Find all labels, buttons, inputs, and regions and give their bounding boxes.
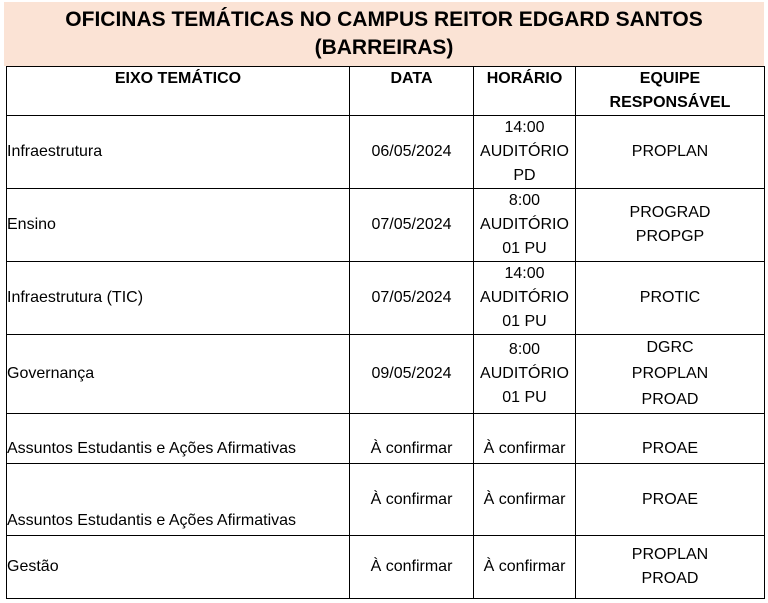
table-row — [7, 116, 765, 189]
cell-horario — [474, 262, 576, 335]
cell-horario — [474, 116, 576, 189]
cell-eixo: Assuntos Estudantis e Ações Afirmativas — [7, 414, 350, 464]
cell-eixo: Ensino — [7, 189, 350, 262]
cell-data: 07/05/2024 — [350, 262, 474, 335]
cell-eixo: Infraestrutura (TIC) — [7, 262, 350, 335]
horario-time: À confirmar — [483, 558, 566, 575]
horario-time: 8:00 — [508, 192, 541, 209]
horario-room: 01 PU — [502, 240, 547, 257]
cell-horario — [474, 335, 576, 414]
table-row — [7, 536, 765, 599]
cell-data: 07/05/2024 — [350, 189, 474, 262]
horario-place: AUDITÓRIO — [480, 365, 569, 382]
equipe-line: PROTIC — [639, 289, 701, 306]
equipe-line: PROPLAN — [631, 143, 709, 160]
cell-eixo: Gestão — [7, 536, 350, 599]
cell-equipe — [576, 414, 765, 464]
header-row — [7, 67, 765, 116]
header-equipe-line-2: RESPONSÁVEL — [609, 94, 731, 111]
table-row — [7, 189, 765, 262]
table-row — [7, 262, 765, 335]
schedule-table — [6, 66, 765, 599]
horario-time: À confirmar — [483, 490, 566, 508]
equipe-line: PROAE — [641, 440, 698, 457]
cell-eixo: Governança — [7, 335, 350, 414]
horario-time: 14:00 — [504, 265, 545, 282]
horario-time: 14:00 — [504, 119, 545, 136]
header-equipe-line-1: EQUIPE — [639, 70, 701, 87]
horario-room: PD — [513, 167, 536, 184]
header-equipe — [576, 67, 765, 116]
horario-place: AUDITÓRIO — [480, 143, 569, 160]
equipe-line: DGRC — [646, 339, 694, 356]
horario-time: À confirmar — [483, 440, 566, 457]
cell-equipe — [576, 536, 765, 599]
header-eixo: EIXO TEMÁTICO — [7, 67, 350, 116]
cell-equipe — [576, 335, 765, 414]
equipe-line: PROAD — [641, 391, 699, 408]
table-row — [7, 335, 765, 414]
cell-equipe — [576, 262, 765, 335]
document-title — [4, 2, 764, 66]
title-line-1: OFICINAS TEMÁTICAS NO CAMPUS REITOR EDGARD SANTOS — [65, 8, 703, 31]
cell-horario — [474, 189, 576, 262]
equipe-line: PROAE — [641, 490, 698, 508]
equipe-line: PROPGP — [635, 228, 705, 245]
horario-room: 01 PU — [502, 389, 547, 406]
table-row — [7, 464, 765, 536]
cell-equipe — [576, 116, 765, 189]
equipe-line: PROAD — [641, 570, 699, 587]
cell-equipe — [576, 464, 765, 536]
cell-data: 06/05/2024 — [350, 116, 474, 189]
equipe-line: PROPLAN — [631, 365, 709, 382]
cell-data: À confirmar — [350, 536, 474, 599]
cell-eixo: Assuntos Estudantis e Ações Afirmativas — [7, 464, 350, 536]
cell-data: À confirmar — [350, 414, 474, 464]
cell-equipe — [576, 189, 765, 262]
header-horario: HORÁRIO — [474, 67, 576, 116]
equipe-line: PROPLAN — [631, 546, 709, 563]
cell-eixo: Infraestrutura — [7, 116, 350, 189]
cell-horario — [474, 536, 576, 599]
cell-horario — [474, 464, 576, 536]
table-row — [7, 414, 765, 464]
title-line-2: (BARREIRAS) — [314, 36, 454, 59]
cell-horario — [474, 414, 576, 464]
horario-time: 8:00 — [508, 341, 541, 358]
horario-place: AUDITÓRIO — [480, 289, 569, 306]
horario-place: AUDITÓRIO — [480, 216, 569, 233]
header-data: DATA — [350, 67, 474, 116]
cell-data: À confirmar — [350, 464, 474, 536]
horario-room: 01 PU — [502, 313, 547, 330]
cell-data: 09/05/2024 — [350, 335, 474, 414]
equipe-line: PROGRAD — [629, 204, 711, 221]
